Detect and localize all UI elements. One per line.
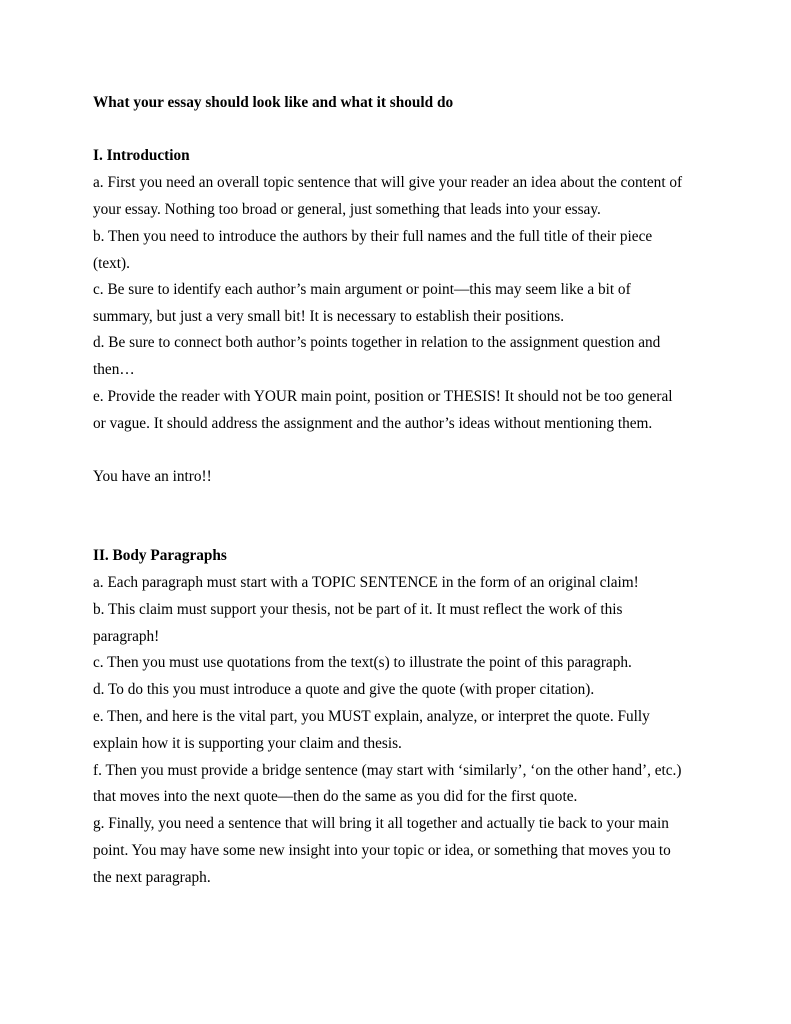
document-title: What your essay should look like and what it should do [93,94,454,111]
text-line: e. Provide the reader with YOUR main point, position or THESIS! It should not be too general [93,388,673,405]
text-line: c. Then you must use quotations from the text(s) to illustrate the point of this paragraph. [93,654,632,671]
text-line: a. First you need an overall topic sentence that will give your reader an idea about the content of [93,174,683,191]
intro-closing-text: You have an intro!! [93,468,212,485]
text-line: or vague. It should address the assignment and the author’s ideas without mentioning them. [93,415,653,432]
text-line: d. Be sure to connect both author’s points together in relation to the assignment question and [93,334,661,351]
text-line: a. Each paragraph must start with a TOPIC SENTENCE in the form of an original claim! [93,574,639,591]
text-line: c. Be sure to identify each author’s main argument or point—this may seem like a bit of [93,281,631,298]
section-heading-introduction: I. Introduction [93,147,190,164]
text-line: point. You may have some new insight into your topic or idea, or something that moves you to [93,842,671,859]
text-line: g. Finally, you need a sentence that will bring it all together and actually tie back to your main [93,815,669,832]
text-line: then… [93,361,135,378]
text-line: f. Then you must provide a bridge sentence (may start with ‘similarly’, ‘on the other hand’, etc.) [93,762,682,779]
text-line: explain how it is supporting your claim and thesis. [93,735,402,752]
text-line: summary, but just a very small bit! It is necessary to establish their positions. [93,308,565,325]
text-line: the next paragraph. [93,869,211,886]
text-line: d. To do this you must introduce a quote and give the quote (with proper citation). [93,681,595,698]
text-line: your essay. Nothing too broad or general, just something that leads into your essay. [93,201,601,218]
text-line: b. This claim must support your thesis, not be part of it. It must reflect the work of this [93,601,623,618]
text-line: (text). [93,255,130,272]
text-line: b. Then you need to introduce the authors by their full names and the full title of their piece [93,228,653,245]
text-line: that moves into the next quote—then do the same as you did for the first quote. [93,788,578,805]
text-line: paragraph! [93,628,160,645]
text-line: e. Then, and here is the vital part, you MUST explain, analyze, or interpret the quote. Fully [93,708,650,725]
section-heading-body-paragraphs: II. Body Paragraphs [93,547,227,564]
